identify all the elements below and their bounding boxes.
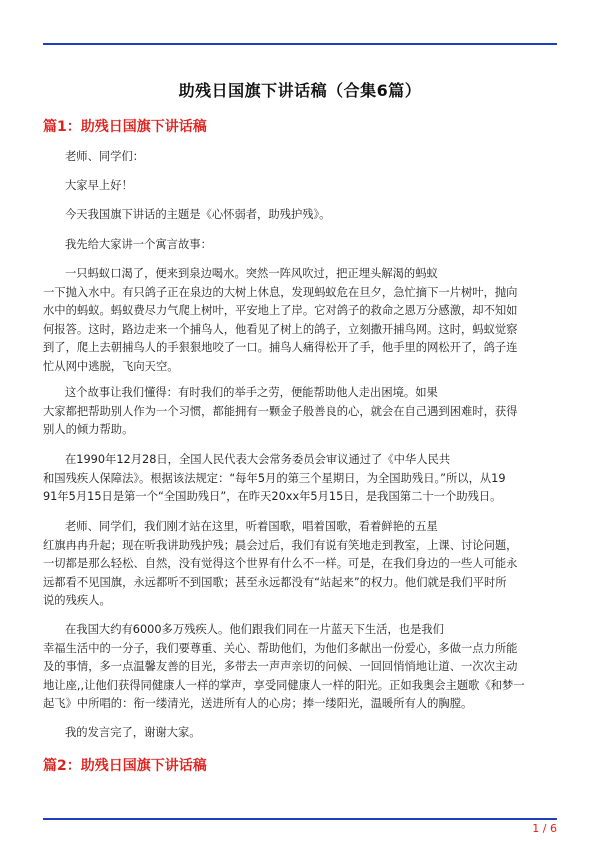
paragraph-line: 老师、同学们，我们刚才站在这里，听着国歌，唱着国歌，看着鲜艳的五星 xyxy=(65,520,438,533)
paragraph-line: 一切都是那么轻松、自然，没有觉得这个世界有什么不一样。可是，在我们身边的一些人可能永 xyxy=(43,557,518,570)
section-heading-1: 篇1：助残日国旗下讲话稿 xyxy=(43,119,207,135)
paragraph-line: 及的事情，多一点温馨友善的目光，多带去一声声亲切的问候、一回回悄悄地让道、一次次主动 xyxy=(43,660,518,673)
paragraph-line: 地让座,,让他们获得同健康人一样的掌声，享受同健康人一样的阳光。正如我奥会主题歌《和梦一 xyxy=(43,678,525,692)
paragraph-morning xyxy=(43,177,557,196)
paragraph-line: 我先给大家讲一个寓言故事： xyxy=(65,238,212,251)
paragraph-line: 今天我国旗下讲话的主题是《心怀弱者，助残护残》。 xyxy=(65,208,331,221)
paragraph-flag xyxy=(43,518,557,611)
paragraph-line: 起飞》中所唱的：衔一缕清光，送进所有人的心房；捧一缕阳光，温暖所有人的胸膛。 xyxy=(43,697,473,710)
paragraph-closing xyxy=(43,724,557,743)
paragraph-theme xyxy=(43,206,557,225)
paragraph-line: 这个故事让我们懂得：有时我们的举手之劳，便能帮助他人走出困境。如果 xyxy=(65,386,438,399)
header-rule xyxy=(43,43,557,45)
page-number: 1 / 6 xyxy=(532,822,557,835)
paragraph-line: 忙从网中逃脱，飞向天空。 xyxy=(43,359,179,373)
paragraph-greeting xyxy=(43,148,557,167)
paragraph-line: 大家都把帮助别人作为一个习惯，都能拥有一颗金子般善良的心，就会在自己遇到困难时，获得 xyxy=(43,404,518,418)
paragraph-line: 水中的蚂蚁。蚂蚁费尽力气爬上树叶，平安地上了岸。它对鸽子的救命之恩万分感激，却不知如 xyxy=(43,304,518,317)
paragraph-line: 别人的倾力帮助。 xyxy=(43,423,134,436)
paragraph-line: 91年5月15日是第一个“全国助残日”，在昨天20xx年5月15日，是我国第二十一个助残日。 xyxy=(43,490,502,503)
paragraph-line: 说的残疾人。 xyxy=(43,594,111,607)
document-title: 助残日国旗下讲话稿（合集6篇） xyxy=(178,81,422,100)
paragraph-line: 到了，爬上去朝捕鸟人的手狠狠地咬了一口。捕鸟人痛得松开了手，他手里的网松开了，鸽子连 xyxy=(43,341,518,354)
paragraph-line: 在我国大约有6000多万残疾人。他们跟我们同在一片蓝天下生活，也是我们 xyxy=(65,623,444,636)
paragraph-lesson xyxy=(43,384,557,440)
section-heading-2: 篇2：助残日国旗下讲话稿 xyxy=(43,758,207,774)
paragraph-line: 我的发言完了，谢谢大家。 xyxy=(65,726,201,739)
paragraph-law xyxy=(43,451,557,507)
paragraph-line: 和国残疾人保障法》。根据该法规定：“每年5月的第三个星期日，为全国助残日。”所以，从19 xyxy=(43,471,506,485)
paragraph-line: 老师、同学们： xyxy=(65,150,145,163)
paragraph-line: 一只蚂蚁口渴了，便来到泉边喝水。突然一阵风吹过，把正埋头解渴的蚂蚁 xyxy=(65,267,438,280)
paragraph-line: 在1990年12月28日，全国人民代表大会常务委员会审议通过了《中华人民共 xyxy=(65,453,451,466)
paragraph-line: 远都看不见国旗，永远都听不到国歌；甚至永远都没有“站起来”的权力。他们就是我们平时所 xyxy=(43,575,507,589)
footer-rule xyxy=(43,818,557,820)
paragraph-line: 一下抛入水中。有只鸽子正在泉边的大树上休息，发现蚂蚁危在旦夕，急忙摘下一片树叶，抛向 xyxy=(43,285,518,299)
paragraph-story-intro xyxy=(43,236,557,255)
paragraph-line: 红旗冉冉升起；现在听我讲助残护残；晨会过后，我们有说有笑地走到教室，上课、讨论问题， xyxy=(43,538,518,552)
paragraph-line: 幸福生活中的一分子，我们要尊重、关心、帮助他们，为他们多献出一份爱心，多做一点力所能 xyxy=(43,641,518,655)
paragraph-line: 大家早上好！ xyxy=(65,179,133,192)
paragraph-disabled-people xyxy=(43,621,557,714)
paragraph-line: 何报答。这时，路边走来一个捕鸟人，他看见了树上的鸽子，立刻撒开捕鸟网。这时，蚂蚁觉察 xyxy=(43,322,518,336)
paragraph-fable xyxy=(43,265,557,376)
